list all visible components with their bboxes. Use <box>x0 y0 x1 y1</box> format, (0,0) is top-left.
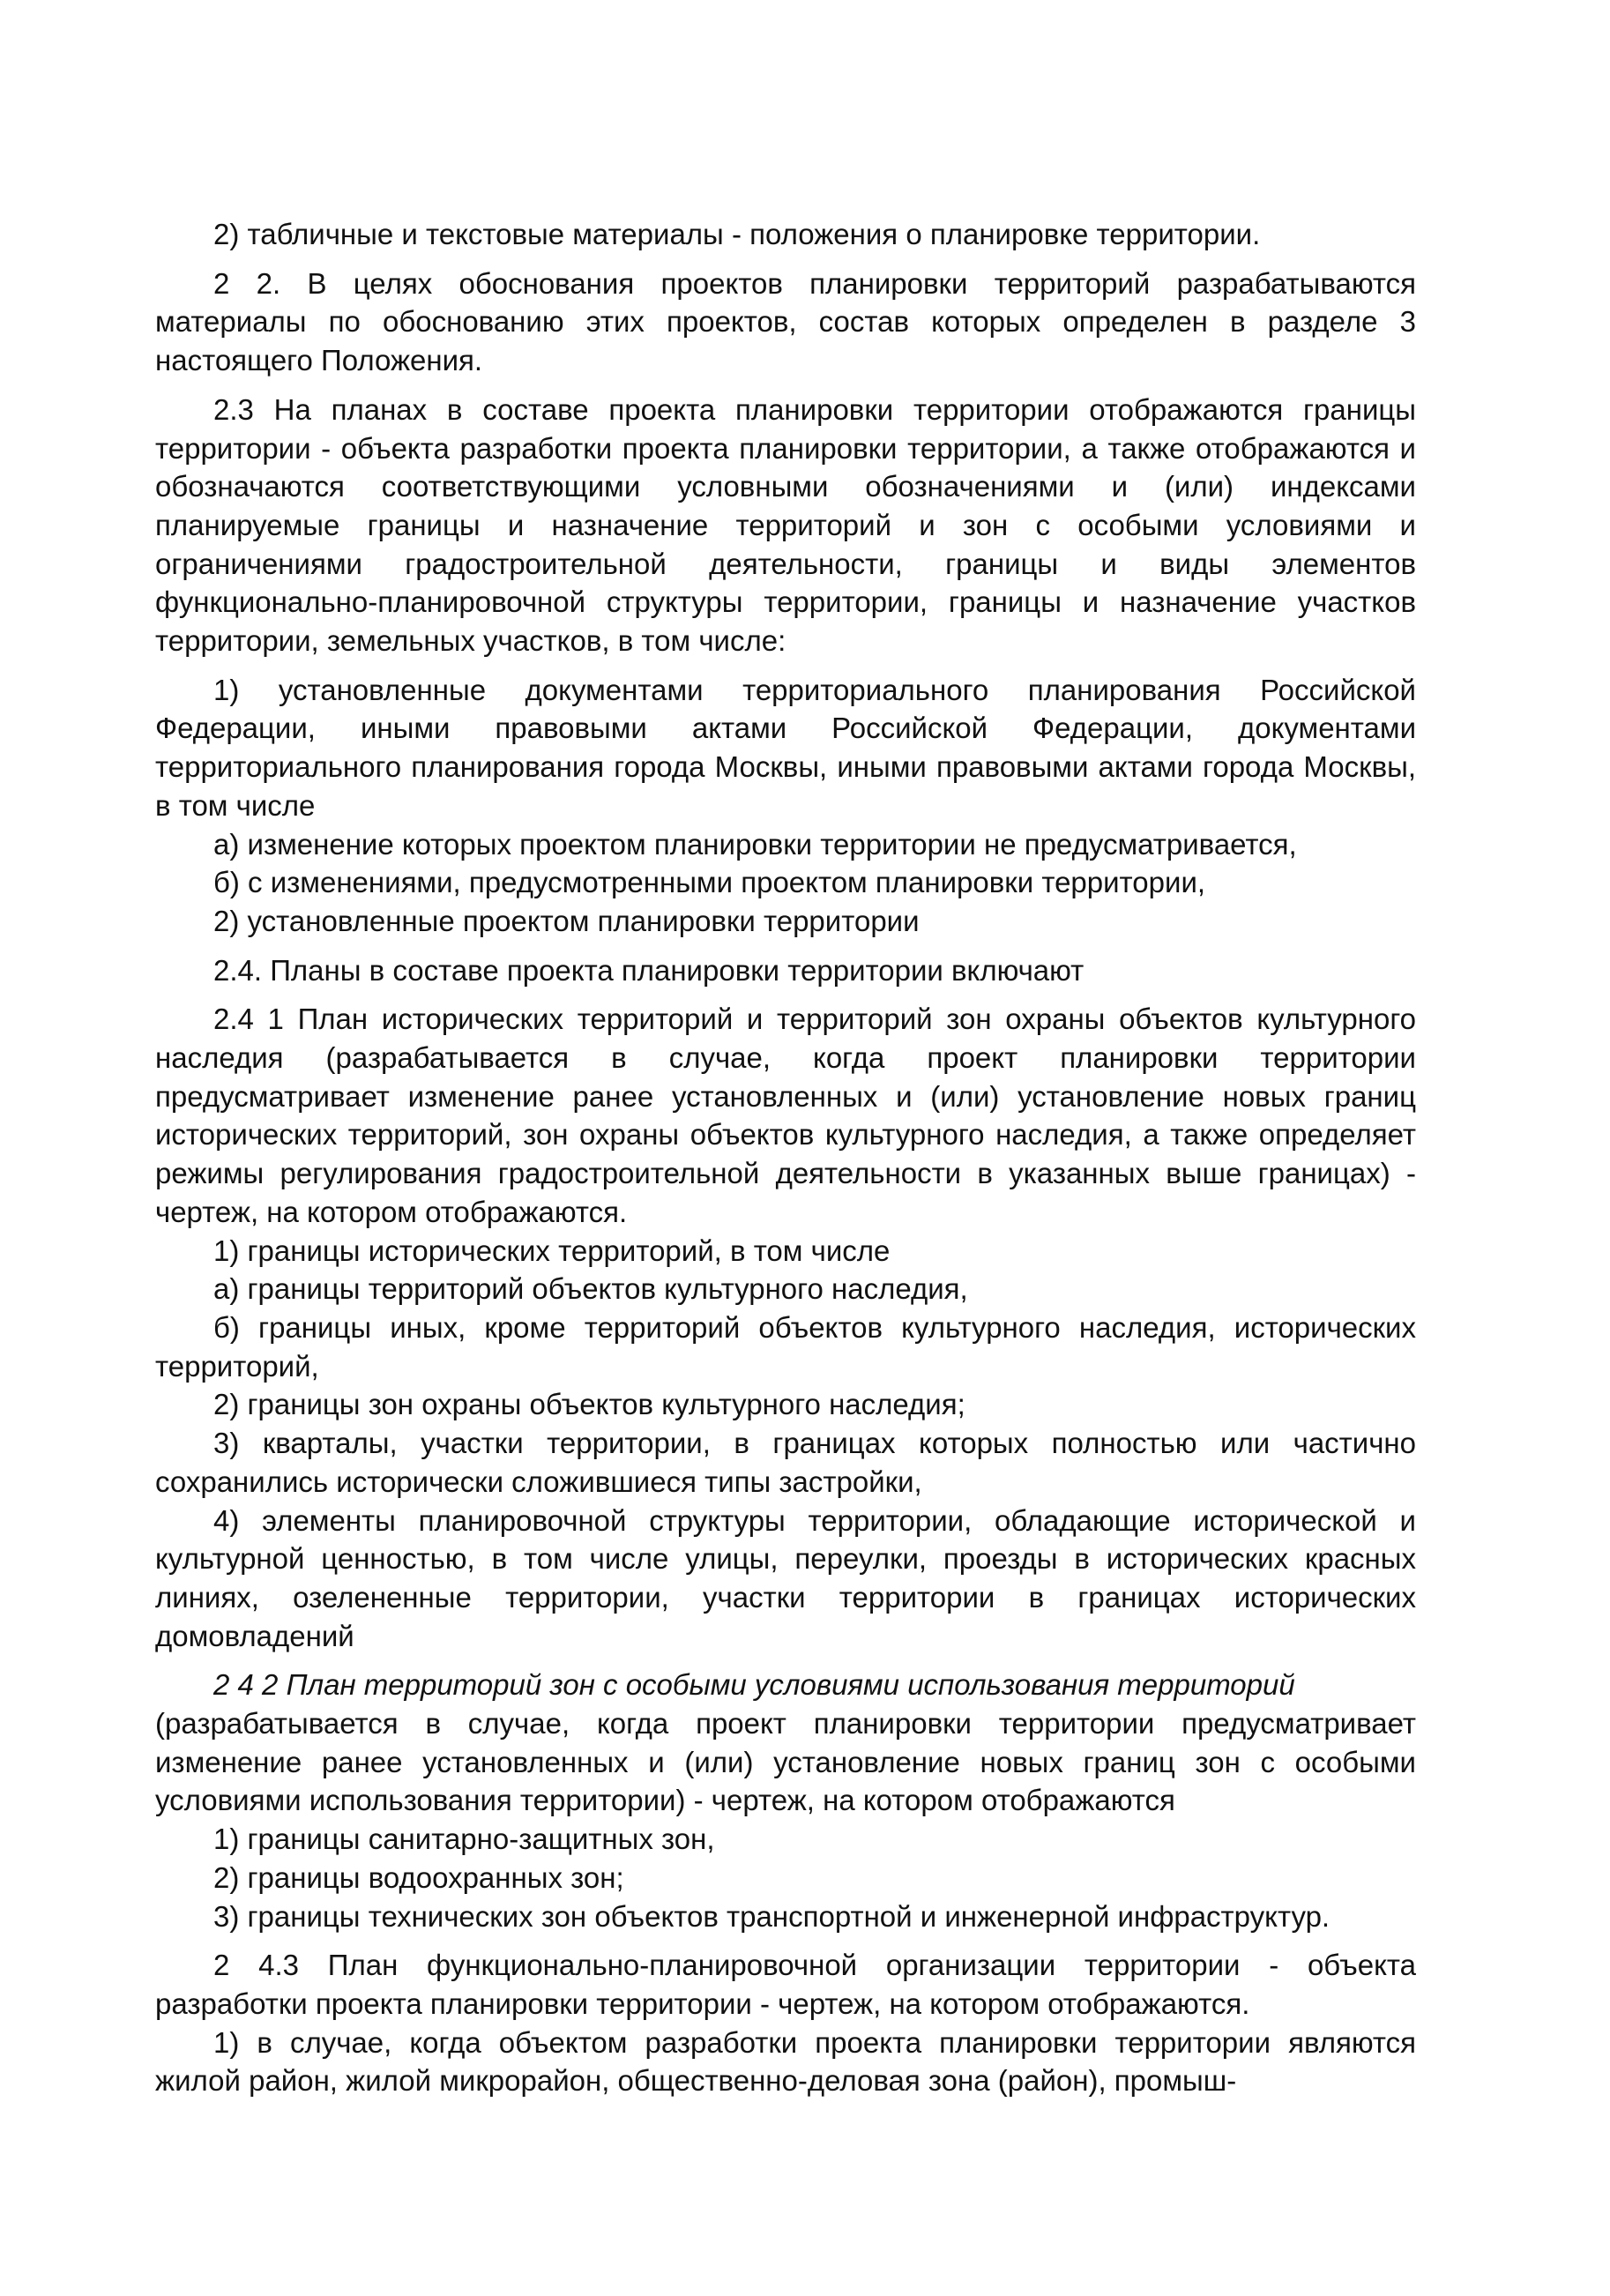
paragraph-2-4: 2.4. Планы в составе проекта планировки территории включают <box>213 953 1085 987</box>
paragraph-2-2: 2 2. В целях обоснования проектов планировки территорий разрабатываются материалы по обоснованию этих проектов, состав которых определен в разделе 3 настоящего Положения. <box>155 266 1416 377</box>
paragraph-2-4-2-item-1: 1) границы санитарно-защитных зон, <box>213 1823 715 1856</box>
paragraph-2-4-2-body: (разрабатывается в случае, когда проект планировки территории предусматривает изменение ранее установленных и (или) установление новых границ зон с особыми условиями использования территории) - чертеж, на котором отображаются <box>155 1707 1416 1817</box>
paragraph-2-2-item-2: 2) табличные и текстовые материалы - положения о планировке территории. <box>213 218 1261 250</box>
paragraph-2-3-item-1b: б) с изменениями, предусмотренными проектом планировки территории, <box>213 866 1206 899</box>
document-body <box>155 215 1416 2100</box>
paragraph-2-3-item-2: 2) установленные проектом планировки территории <box>213 904 920 937</box>
paragraph-2-4-2-heading: 2 4 2 План территорий зон с особыми условиями использования территорий <box>213 1668 1295 1702</box>
paragraph-2-4-1-item-3: 3) кварталы, участки территории, в границах которых полностью или частично сохранились исторически сложившиеся типы застройки, <box>155 1427 1416 1498</box>
paragraph-2-4-1: 2.4 1 План исторических территорий и территорий зон охраны объектов культурного наследия (разрабатывается в случае, когда проект планировки территории предусматривает изменение ранее установленных и (или) установление новых границ исторических территорий, зон охраны объектов культурного наследия, а также определяет режимы регулирования градостроительной деятельности в указанных выше границах) - чертеж, на котором отображаются. <box>155 1003 1416 1228</box>
paragraph-2-4-1-item-1a: а) границы территорий объектов культурного наследия, <box>213 1272 968 1306</box>
paragraph-2-4-1-item-2: 2) границы зон охраны объектов культурного наследия; <box>213 1388 965 1421</box>
paragraph-2-3-item-1: 1) установленные документами территориального планирования Российской Федерации, иными правовыми актами Российской Федерации, документами территориального планирования города Москвы, иными правовыми актами города Москвы, в том числе <box>155 673 1416 822</box>
paragraph-2-4-1-item-1: 1) границы исторических территорий, в том числе <box>213 1234 891 1267</box>
paragraph-2-4-3: 2 4.3 План функционально-планировочной организации территории - объекта разработки проекта планировки территории - чертеж, на котором отображаются. <box>155 1949 1416 2020</box>
paragraph-2-4-3-item-1: 1) в случае, когда объектом разработки проекта планировки территории являются жилой район, жилой микрорайон, общественно-деловая зона (район), промыш- <box>155 2025 1416 2098</box>
paragraph-2-4-2-item-3: 3) границы технических зон объектов транспортной и инженерной инфраструктур. <box>213 1899 1330 1933</box>
paragraph-2-4-1-item-1b: б) границы иных, кроме территорий объектов культурного наследия, исторических территорий, <box>155 1310 1416 1383</box>
paragraph-2-4-1-item-4: 4) элементы планировочной структуры территории, обладающие исторической и культурной ценностью, в том числе улицы, переулки, проезды в исторических красных линиях, озелененные территории, участки территории в границах исторических домовладений <box>155 1503 1416 1652</box>
paragraph-2-3: 2.3 На планах в составе проекта планировки территории отображаются границы территории - объекта разработки проекта планировки территории, а также отображаются и обозначаются соответствующими условными обозначениями и (или) индексами планируемые границы и назначение территорий и зон с особыми условиями и ограничениями градостроительной деятельности, границы и виды элементов функционально-планировочной структуры территории, границы и назначение участков территории, земельных участков, в том числе: <box>155 392 1416 658</box>
paragraph-2-4-2-item-2: 2) границы водоохранных зон; <box>213 1860 624 1894</box>
paragraph-2-3-item-1a: а) изменение которых проектом планировки территории не предусматривается, <box>213 827 1297 861</box>
